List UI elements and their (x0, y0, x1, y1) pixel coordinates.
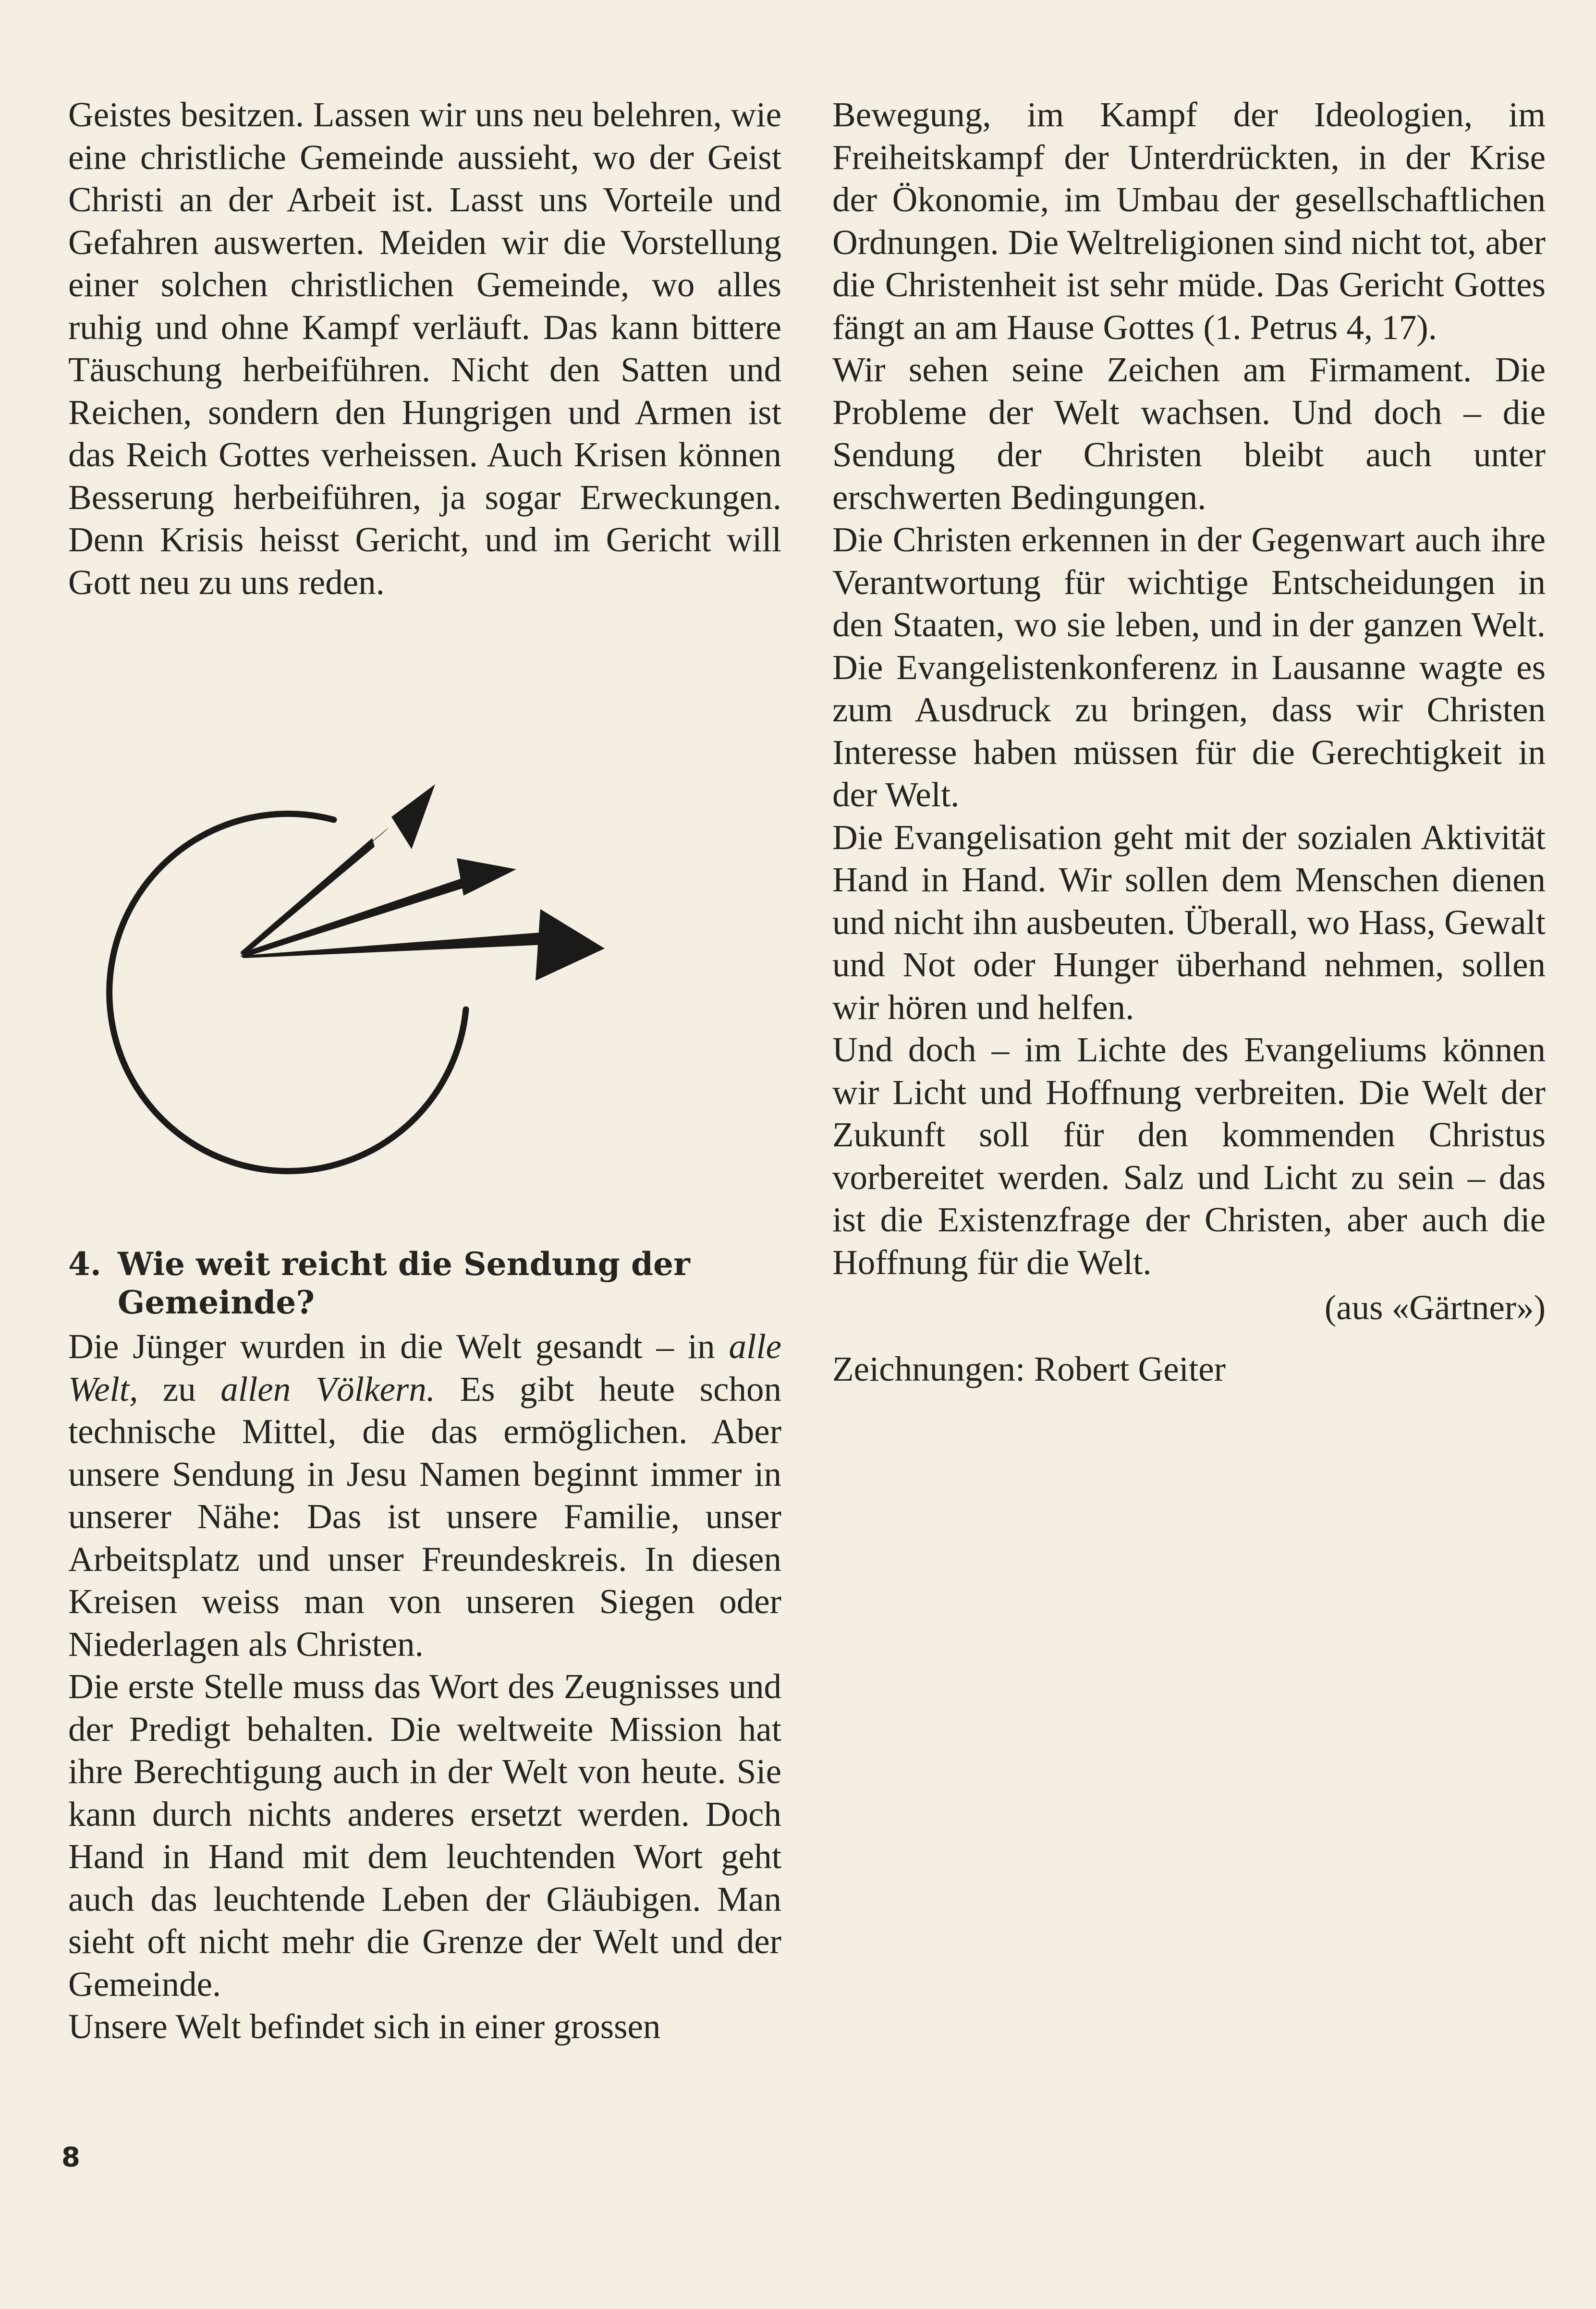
drawing-credit: Zeichnungen: Robert Geiter (832, 1349, 1226, 1388)
right-column (832, 94, 1546, 1390)
source-citation: (aus «Gärtner») (1324, 1288, 1546, 1327)
paragraph-verantwortung: Die Christen erkennen in der Gegenwart auch ihre Verantwortung für wichtige Entscheidungen in den Staaten, wo sie leben, und in der ganzen Welt. Die Evangelistenkonferenz in Lausanne wagte es zum Ausdruck zu bringen, dass wir Christen Interesse haben müssen für die Gerechtigkeit in der Welt. (832, 520, 1546, 814)
paragraph-zeugnis: Die erste Stelle muss das Wort des Zeugnisses und der Predigt behalten. Die weltweite Mission hat ihre Berechtigung auch in der Welt von heute. Sie kann durch nichts anderes ersetzt werden. Doch Hand in Hand mit dem leuchtenden Wort geht auch das leuchtende Leben der Gläubigen. Man sieht oft nicht mehr die Grenze der Welt und der Gemeinde. (68, 1667, 781, 2004)
paragraph-sendung (68, 1325, 781, 1665)
emphasis-allen-voelkern: allen Völkern. (220, 1369, 436, 1409)
left-column-lower (68, 1245, 781, 2048)
paragraph-bewegung: Bewegung, im Kampf der Ideologien, im Freiheitskampf der Unterdrückten, in der Krise der Ökonomie, im Umbau der gesellschaftlichen Ordnungen. Die Weltreligionen sind nicht tot, aber die Christenheit ist sehr müde. Das Gericht Gottes fängt an am Hause Gottes (1. Petrus 4, 17). (832, 95, 1546, 347)
text-run: Es gibt heute schon technische Mittel, die das ermöglichen. Aber unsere Sendung in Jesu Namen beginnt immer in unserer Nähe: Das ist unsere Familie, unser Arbeitsplatz und unser Freundeskreis. In diesen Kreisen weiss man von unseren Siegen oder Niederlagen als Christen. (68, 1369, 781, 1664)
paragraph-evangelisation: Die Evangelisation geht mit der sozialen Aktivität Hand in Hand. Wir sollen dem Menschen dienen und nicht ihn ausbeuten. Überall, wo Hass, Gewalt und Not oder Hunger überhand nehmen, sollen wir hören und helfen. (832, 817, 1546, 1027)
text-run: zu (138, 1369, 221, 1409)
paragraph-hoffnung: Und doch – im Lichte des Evangeliums können wir Licht und Hoffnung verbreiten. Die Welt der Zukunft soll für den kommenden Christus vorbereitet werden. Salz und Licht zu sein – das ist die Existenzfrage der Christen, aber auch die Hoffnung für die Welt. (832, 1030, 1546, 1282)
section-number: 4. (68, 1245, 101, 1283)
section-title: Wie weit reicht die Sendung der Gemeinde? (118, 1245, 690, 1321)
section-heading (68, 1245, 781, 1322)
left-column (68, 94, 781, 604)
paragraph-zeichen: Wir sehen seine Zeichen am Firmament. Die Probleme der Welt wachsen. Und doch – die Sendung der Christen bleibt auch unter erschwerten Bedingungen. (832, 350, 1546, 517)
text-run: Die Jünger wurden in die Welt gesandt – in (68, 1327, 729, 1366)
circle-with-three-arrows-icon (55, 766, 622, 1179)
page-number: 8 (61, 2142, 80, 2173)
emphasis-alle-welt: alle Welt, (68, 1327, 781, 1409)
intro-paragraph: Geistes besitzen. Lassen wir uns neu belehren, wie eine christliche Gemeinde aussieht, wo der Geist Christi an der Arbeit ist. Lasst uns Vorteile und Gefahren auswerten. Meiden wir die Vorstellung einer solchen christlichen Gemeinde, wo alles ruhig und ohne Kampf verläuft. Das kann bittere Täuschung herbeiführen. Nicht den Satten und Reichen, sondern den Hungrigen und Armen ist das Reich Gottes verheissen. Auch Krisen können Besserung herbeiführen, ja sogar Erweckungen. Denn Krisis heisst Gericht, und im Gericht will Gott neu zu uns reden. (68, 95, 781, 602)
paragraph-welt: Unsere Welt befindet sich in einer grossen (68, 2007, 661, 2046)
